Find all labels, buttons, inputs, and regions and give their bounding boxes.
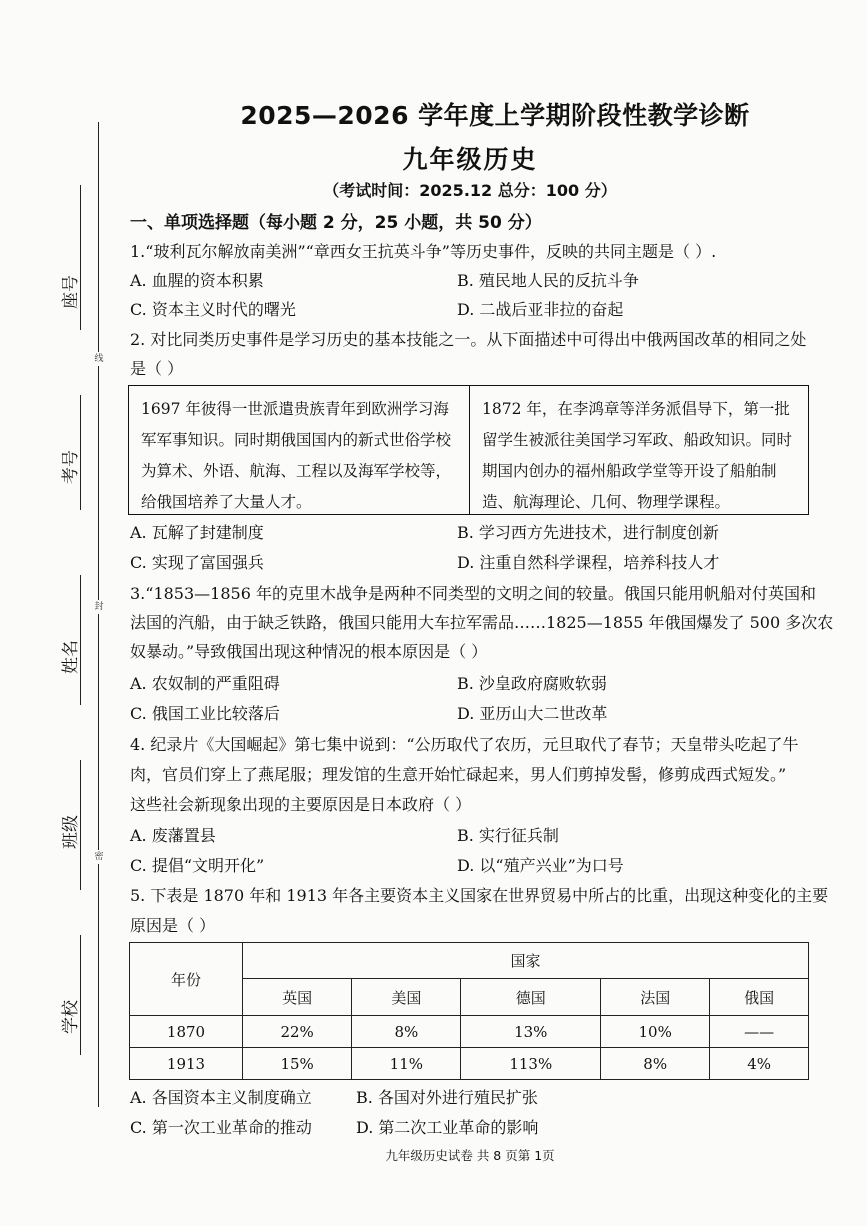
page-footer: 九年级历史试卷 共 8 页第 1页: [385, 1148, 555, 1163]
q4-option-c: C. 提倡“文明开化”: [130, 856, 265, 875]
q1-stem: 1.“玻利瓦尔解放南美洲”“章西女王抗英斗争”等历史事件，反映的共同主题是（ ）.: [130, 242, 717, 261]
q4-option-b: B. 实行征兵制: [457, 826, 559, 845]
q4-option-d: D. 以“殖产兴业”为口号: [457, 856, 624, 875]
value-cell: ——: [710, 1016, 809, 1048]
q1-option-b: B. 殖民地人民的反抗斗争: [457, 271, 639, 290]
value-cell: 113%: [461, 1048, 601, 1080]
year-cell: 1913: [130, 1048, 243, 1080]
exam-info: （考试时间：2025.12 总分：100 分）: [323, 181, 617, 200]
q2-comparison-box: [128, 385, 809, 515]
q1-option-c: C. 资本主义时代的曙光: [130, 300, 296, 319]
seal-char-secret: 密: [92, 850, 106, 864]
seal-char-line: 线: [92, 352, 106, 366]
seal-char-seal: 封: [92, 600, 106, 614]
q2-stem-line2: 是（ ）: [130, 359, 184, 378]
year-cell: 1870: [130, 1016, 243, 1048]
school-label: 学校: [61, 1000, 81, 1034]
value-cell: 22%: [243, 1016, 352, 1048]
country-cell: 法国: [601, 979, 710, 1016]
q3-option-a: A. 农奴制的严重阻碍: [130, 674, 280, 693]
q5-option-c: C. 第一次工业革命的推动: [130, 1118, 312, 1137]
q2-option-a: A. 瓦解了封建制度: [130, 523, 264, 542]
q3-option-b: B. 沙皇政府腐败软弱: [457, 674, 607, 693]
q2-option-b: B. 学习西方先进技术，进行制度创新: [457, 523, 719, 542]
q4-stem-line1: 4. 纪录片《大国崛起》第七集中说到：“公历取代了农历，元旦取代了春节；天皇带头吃起了牛: [130, 735, 799, 754]
q3-stem-line1: 3.“1853—1856 年的克里木战争是两种不同类型的文明之间的较量。俄国只能用帆船对付英国和: [130, 584, 816, 603]
table-row: [130, 1048, 809, 1080]
exam-number-label: 考号: [61, 450, 81, 484]
q4-stem-line2: 肉，官员们穿上了燕尾服；理发馆的生意开始忙碌起来，男人们剪掉发髻，修剪成西式短发。”: [130, 765, 787, 784]
q3-stem-line3: 奴暴动。”导致俄国出现这种情况的根本原因是（ ）: [130, 642, 488, 661]
name-label: 姓名: [61, 640, 81, 674]
q4-option-a: A. 废藩置县: [130, 826, 216, 845]
value-cell: 15%: [243, 1048, 352, 1080]
country-header: 国家: [243, 943, 809, 979]
q1-option-d: D. 二战后亚非拉的奋起: [457, 300, 624, 319]
exam-title: 2025—2026 学年度上学期阶段性教学诊断: [240, 101, 750, 130]
q3-stem-line2: 法国的汽船，由于缺乏铁路，俄国只能用大车拉军需品……1825—1855 年俄国爆发了 500 多次农: [130, 613, 834, 632]
value-cell: 4%: [710, 1048, 809, 1080]
q3-option-d: D. 亚历山大二世改革: [457, 704, 608, 723]
value-cell: 10%: [601, 1016, 710, 1048]
country-cell: 德国: [461, 979, 601, 1016]
q2-russia-text: 1697 年彼得一世派遣贵族青年到欧洲学习海军军事知识。同时期俄国国内的新式世俗学校为算术、外语、航海、工程以及海军学校等，给俄国培养了大量人才。: [129, 386, 470, 514]
q2-stem-line1: 2. 对比同类历史事件是学习历史的基本技能之一。从下面描述中可得出中俄两国改革的相同之处: [130, 330, 807, 349]
q2-china-text: 1872 年，在李鸿章等洋务派倡导下，第一批留学生被派往美国学习军政、船政知识。同时期国内创办的福州船政学堂等开设了船舶制造、航海理论、几何、物理学课程。: [482, 400, 793, 511]
q2-option-c: C. 实现了富国强兵: [130, 553, 264, 572]
value-cell: 11%: [352, 1048, 461, 1080]
q5-option-a: A. 各国资本主义制度确立: [130, 1088, 312, 1107]
exam-subject: 九年级历史: [402, 145, 538, 174]
q1-option-a: A. 血腥的资本积累: [130, 271, 264, 290]
country-cell: 俄国: [710, 979, 809, 1016]
trade-share-table: [129, 942, 809, 1080]
school-line: [80, 935, 81, 1055]
q5-stem-line2: 原因是（ ）: [130, 916, 216, 935]
seal-line: [98, 122, 99, 1107]
q5-option-d: D. 第二次工业革命的影响: [356, 1118, 539, 1137]
value-cell: 13%: [461, 1016, 601, 1048]
year-header: 年份: [130, 943, 243, 1016]
q5-stem-line1: 5. 下表是 1870 年和 1913 年各主要资本主义国家在世界贸易中所占的比重，出现这种变化的主要: [130, 886, 829, 905]
q3-option-c: C. 俄国工业比较落后: [130, 704, 280, 723]
section-heading: 一、单项选择题（每小题 2 分，25 小题，共 50 分）: [130, 213, 542, 233]
country-cell: 美国: [352, 979, 461, 1016]
q2-option-d: D. 注重自然科学课程，培养科技人才: [457, 553, 720, 572]
value-cell: 8%: [352, 1016, 461, 1048]
class-label: 班级: [61, 815, 81, 849]
country-cell: 英国: [243, 979, 352, 1016]
q4-stem-line3: 这些社会新现象出现的主要原因是日本政府（ ）: [130, 795, 472, 814]
seat-number-label: 座号: [61, 275, 81, 309]
q5-option-b: B. 各国对外进行殖民扩张: [356, 1088, 538, 1107]
table-row: [130, 1016, 809, 1048]
value-cell: 8%: [601, 1048, 710, 1080]
